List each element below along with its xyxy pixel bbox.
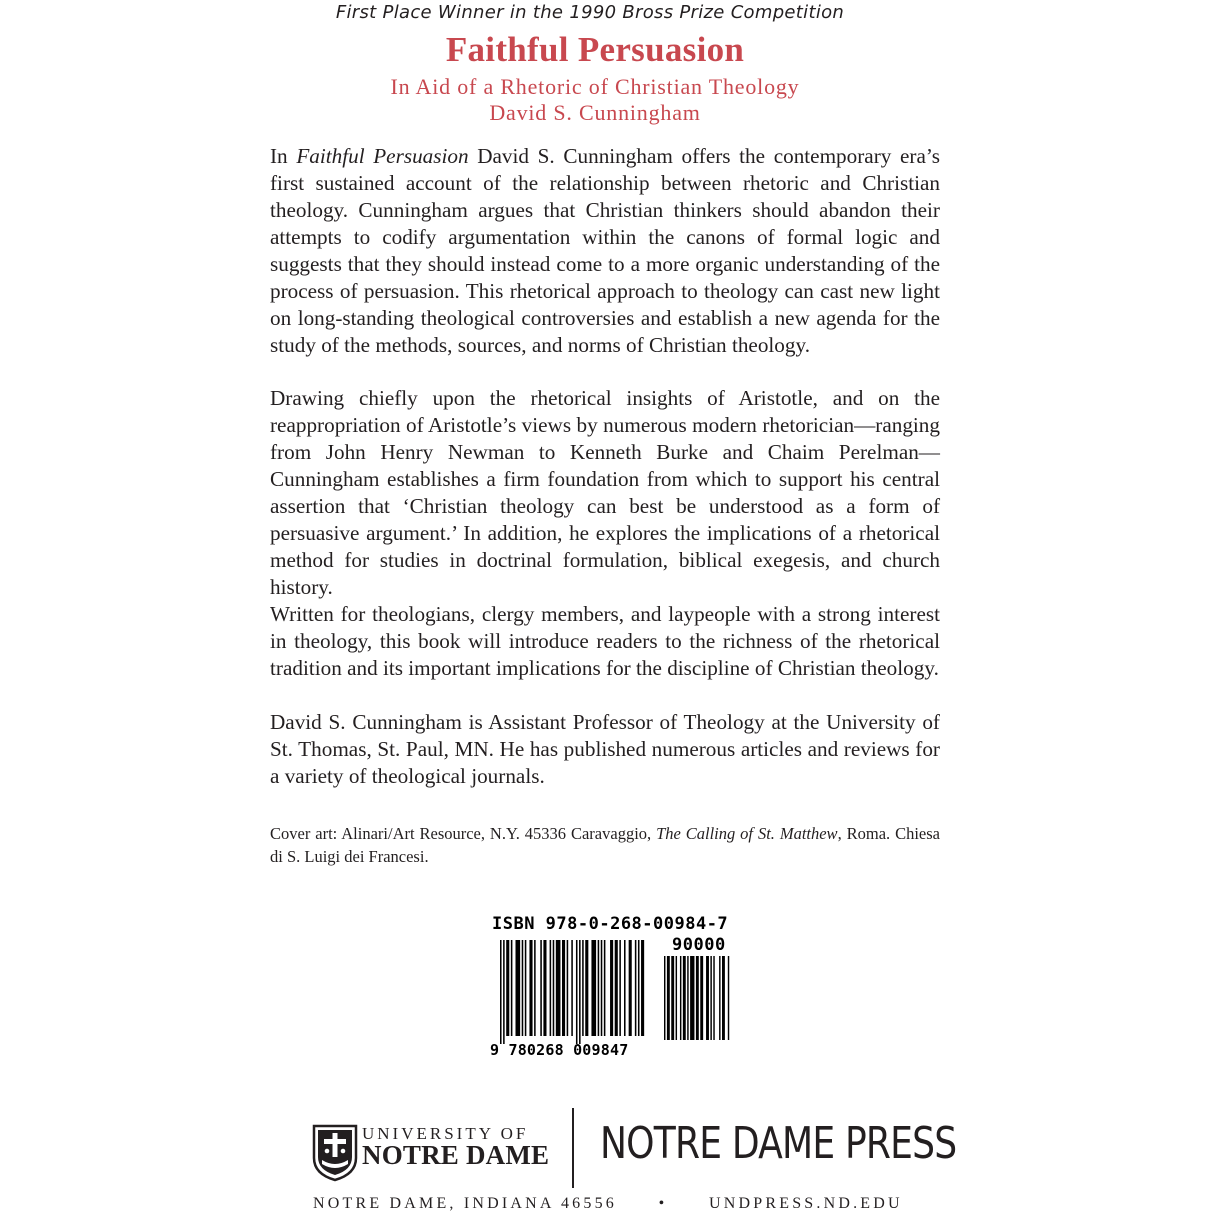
- barcode-bar: [683, 956, 686, 1040]
- cover-art-credit: [270, 822, 940, 868]
- award-line: First Place Winner in the 1990 Bross Prize Competition: [335, 2, 845, 23]
- barcode-bar: [690, 956, 694, 1040]
- author-bio: [270, 709, 940, 790]
- logo-divider: [572, 1108, 574, 1188]
- barcode-bar: [728, 956, 729, 1040]
- barcode-addon-text: 90000: [672, 935, 726, 955]
- barcode-bar: [571, 940, 573, 1036]
- barcode-bar: [576, 940, 578, 1044]
- barcode-bar: [680, 956, 681, 1040]
- barcode-bar: [529, 940, 532, 1036]
- p2-text: Drawing chiefly upon the rhetorical insights of Aristotle, and on the reappropriation of Aristotle’s views by numerous modern rhetorician—ranging from John Henry Newman to Kenneth Burke and Chaim Perelman—Cunningham establishes a firm foundation from which to support his central assertion that ‘Christian theology can best be understood as a form of persuasive argument.’ In addition, he explores the implications of a rhetorical method for studies in doctrinal formulation, biblical exegesis, and church history.: [270, 386, 940, 599]
- publisher-footer: [313, 1195, 903, 1213]
- barcode-bar: [641, 940, 644, 1036]
- barcode-bar: [585, 940, 588, 1036]
- p1-lead: In: [270, 144, 297, 168]
- p3-text: Written for theologians, clergy members, and laypeople with a strong interest in theology, this book will introduce readers to the richness of the rhetorical tradition and its important implications for the discipline of Christian theology.: [270, 602, 940, 680]
- barcode-bar: [556, 940, 561, 1036]
- barcode-bar: [624, 940, 626, 1036]
- publisher-address: NOTRE DAME, INDIANA 46556: [313, 1195, 617, 1212]
- book-title: Faithful Persuasion: [445, 30, 745, 69]
- barcode-bar: [610, 940, 613, 1036]
- barcode-bar: [598, 940, 600, 1036]
- barcode-main-bars: [500, 940, 646, 1044]
- university-of-text: UNIVERSITY OF: [362, 1124, 529, 1143]
- barcode-bar: [710, 956, 711, 1040]
- barcode-bar: [550, 940, 552, 1036]
- barcode-bar: [719, 956, 720, 1040]
- barcode-bar: [671, 956, 674, 1040]
- barcode-bar: [522, 940, 524, 1036]
- description-paragraph-2: [270, 385, 940, 601]
- barcode-bar: [579, 940, 581, 1044]
- notre-dame-text: NOTRE DAME: [362, 1140, 550, 1170]
- barcode-bar: [722, 956, 725, 1040]
- barcode-bar: [562, 940, 565, 1036]
- barcode-bar: [511, 940, 513, 1036]
- barcode-bar: [506, 940, 509, 1036]
- p1-book-title: Faithful Persuasion: [296, 144, 469, 168]
- barcode-bar: [667, 956, 670, 1040]
- barcode-bar: [635, 940, 637, 1036]
- barcode-bar: [687, 956, 688, 1040]
- barcode-bar: [713, 956, 714, 1040]
- barcode-bar: [696, 956, 699, 1040]
- barcode-bar: [604, 940, 606, 1036]
- barcode-bar: [676, 956, 677, 1040]
- book-subtitle: In Aid of a Rhetoric of Christian Theology: [390, 74, 800, 99]
- barcode-bar: [619, 940, 621, 1036]
- credit-rest: , Roma. Chiesa di S. Luigi dei Francesi.: [270, 824, 940, 866]
- barcode-bar: [615, 940, 618, 1036]
- barcode-bar: [706, 956, 709, 1040]
- barcode-bar: [516, 940, 521, 1036]
- barcode-bar: [582, 940, 584, 1036]
- barcode-bar: [534, 940, 536, 1036]
- barcode-bar: [553, 940, 555, 1036]
- isbn-text: ISBN 978-0-268-00984-7: [492, 914, 729, 934]
- barcode-bar: [591, 940, 596, 1036]
- credit-artwork: The Calling of St. Matthew: [656, 824, 838, 843]
- footer-separator: •: [658, 1195, 668, 1212]
- barcode-bar: [540, 940, 542, 1036]
- barcode-bar: [629, 940, 632, 1036]
- credit-lead: Cover art: Alinari/Art Resource, N.Y. 45336 Caravaggio,: [270, 824, 657, 843]
- description-paragraph-1: [270, 143, 940, 359]
- barcode-bar: [525, 940, 527, 1036]
- p1-rest: David S. Cunningham offers the contemporary era’s first sustained account of the relationship between rhetoric and Christian theology. Cunningham argues that Christian thinkers should abandon their attempts to codify argumentation within the canons of formal logic and suggests that they should instead come to a more organic understanding of the process of persuasion. This rhetorical approach to theology can cast new light on long-standing theological controversies and establish a new agenda for the study of the methods, sources, and norms of Christian theology.: [270, 144, 941, 357]
- barcode-bar: [700, 956, 703, 1040]
- barcode-bar: [664, 956, 665, 1040]
- notre-dame-seal-icon: [312, 1124, 358, 1182]
- description-paragraph-3: [270, 601, 940, 682]
- barcode-bar: [567, 940, 569, 1036]
- barcode-bar: [500, 940, 502, 1044]
- press-name: NOTRE DAME PRESS: [600, 1118, 957, 1169]
- barcode-bar: [638, 940, 640, 1036]
- barcode-bar: [503, 940, 505, 1044]
- p4-text: David S. Cunningham is Assistant Professor of Theology at the University of St. Thomas, St. Paul, MN. He has published numerous articles and reviews for a variety of theological journals.: [270, 710, 940, 788]
- book-author: David S. Cunningham: [489, 100, 701, 125]
- barcode-bar: [601, 940, 603, 1036]
- barcode-addon-bars: [664, 956, 738, 1040]
- barcode-bar: [543, 940, 546, 1036]
- publisher-url: UNDPRESS.ND.EDU: [708, 1195, 903, 1212]
- barcode-digits: 9 780268 009847: [490, 1041, 629, 1059]
